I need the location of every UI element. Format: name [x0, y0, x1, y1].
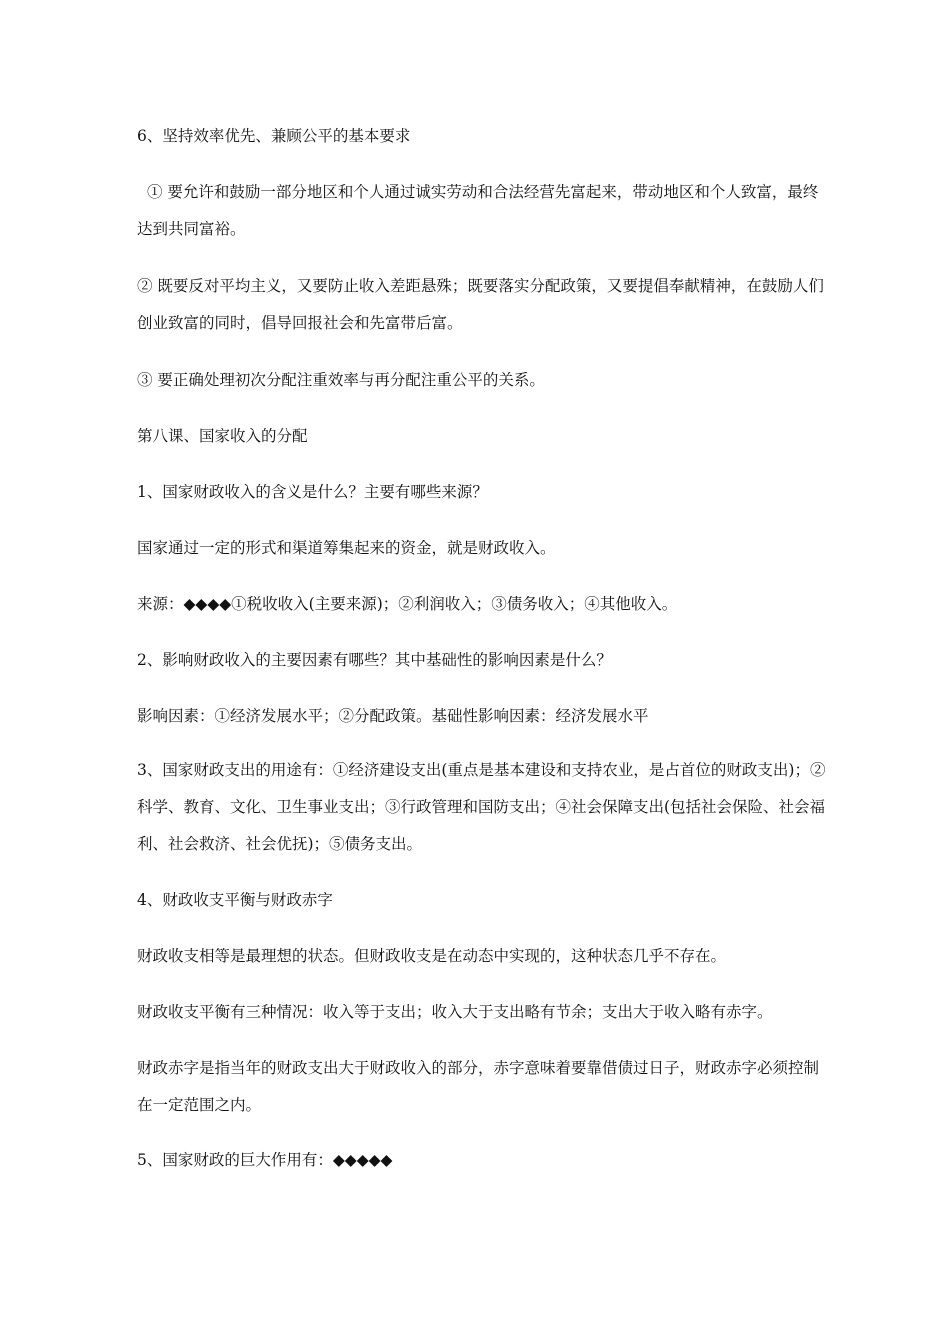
- lesson-title: 第八课、国家收入的分配: [137, 427, 308, 445]
- paragraph-deficit-definition: 财政赤字是指当年的财政支出大于财政收入的部分，赤字意味着要靠借债过日子，财政赤字必须控制在一定范围之内。: [137, 1059, 820, 1114]
- section-heading-balance-deficit: 4、财政收支平衡与财政赤字: [137, 891, 333, 909]
- section-heading-efficiency-fairness: 6、坚持效率优先、兼顾公平的基本要求: [137, 127, 411, 145]
- answer-1-definition: 国家通过一定的形式和渠道筹集起来的资金，就是财政收入。: [137, 539, 556, 557]
- answer-2: 影响因素：①经济发展水平；②分配政策。基础性影响因素：经济发展水平: [137, 707, 649, 725]
- paragraph-balance-ideal: 财政收支相等是最理想的状态。但财政收支是在动态中实现的，这种状态几乎不存在。: [137, 947, 727, 965]
- question-1: 1、国家财政收入的含义是什么？主要有哪些来源？: [137, 483, 488, 501]
- answer-1-sources: 来源：◆◆◆◆①税收收入(主要来源)；②利润收入；③债务收入；④其他收入。: [137, 595, 678, 613]
- paragraph-point-2: ② 既要反对平均主义，又要防止收入差距悬殊；既要落实分配政策，又要提倡奉献精神，在鼓励人们创业致富的同时，倡导回报社会和先富带后富。: [137, 277, 824, 332]
- item-5-finance-role: 5、国家财政的巨大作用有：◆◆◆◆◆: [137, 1151, 393, 1169]
- question-2: 2、影响财政收入的主要因素有哪些？其中基础性的影响因素是什么？: [137, 651, 612, 669]
- paragraph-point-3: ③ 要正确处理初次分配注重效率与再分配注重公平的关系。: [137, 371, 545, 389]
- paragraph-balance-cases: 财政收支平衡有三种情况：收入等于支出；收入大于支出略有节余；支出大于收入略有赤字。: [137, 1003, 773, 1021]
- item-3-expenditure-uses: 3、国家财政支出的用途有：①经济建设支出(重点是基本建设和支持农业，是占首位的财政支出)；②科学、教育、文化、卫生事业支出；③行政管理和国防支出；④社会保障支出(包括社会保险、社会福利、社会救济、社会优抚)；⑤债务支出。: [137, 761, 826, 853]
- paragraph-point-1: ① 要允许和鼓励一部分地区和个人通过诚实劳动和合法经营先富起来，带动地区和个人致富，最终达到共同富裕。: [137, 183, 819, 238]
